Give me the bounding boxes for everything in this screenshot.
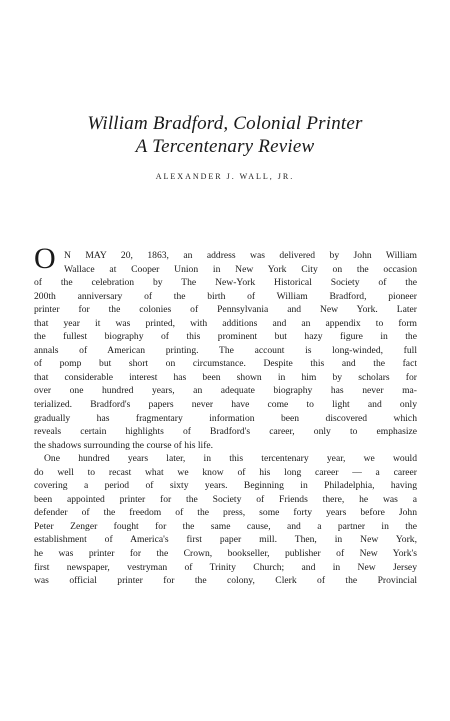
text-line: Wallace at Cooper Union in New York City on the occasion [64,263,417,275]
body-text [34,249,417,588]
text-line: establishment of America's first paper mill. Then, in New York, [34,534,417,546]
text-line: he was printer for the Crown, bookseller, publisher of New York's [34,548,417,560]
text-line: the shadows surrounding the course of his life. [34,439,214,451]
text-line: of the celebration by The New-York Historical Society of the [34,277,417,289]
text-line: that year it was printed, with additions and an appendix to form [34,317,417,329]
text-line: covering a period of sixty years. Beginning in Philadelphia, having [34,480,417,492]
title-line-1: William Bradford, Colonial Printer [87,113,363,134]
text-line: 200th anniversary of the birth of William Bradford, pioneer [34,290,417,302]
text-line: the fullest biography of this prominent but hazy figure in the [34,331,417,343]
text-line: was official printer for the colony, Clerk of the Provincial [34,575,417,587]
drop-cap: O [34,242,56,275]
text-line: gradually has fragmentary information been discovered which [34,412,417,424]
text-line: reveals certain highlights of Bradford's career, only to emphasize [34,426,417,438]
text-line: do well to recast what we know of his long career — a career [34,466,417,478]
text-line: printer for the colonies of Pennsylvania and New York. Later [34,304,417,316]
text-line: first newspaper, vestryman of Trinity Church; and in New Jersey [34,561,417,573]
article-title [0,112,450,158]
text-line: annals of American printing. The account is long-winded, full [34,344,417,356]
text-line: of pomp but short on circumstance. Despite this and the fact [34,358,417,370]
text-line: N MAY 20, 1863, an address was delivered by John William [64,250,417,261]
text-line: terialized. Bradford's papers never have come to light and only [34,399,417,411]
text-line: been appointed printer for the Society of Friends there, he was a [34,493,417,505]
text-line: that considerable interest has been shown in him by scholars for [34,371,417,383]
title-line-2: A Tercentenary Review [135,136,315,157]
text-line: One hundred years later, in this tercentenary year, we would [44,453,417,465]
author-byline: ALEXANDER J. WALL, JR. [155,172,295,181]
text-line: defender of the freedom of the press, some forty years before John [34,507,417,519]
text-line: Peter Zenger fought for the same cause, and a partner in the [34,520,417,532]
text-line: over one hundred years, an adequate biography has never ma- [34,385,417,397]
